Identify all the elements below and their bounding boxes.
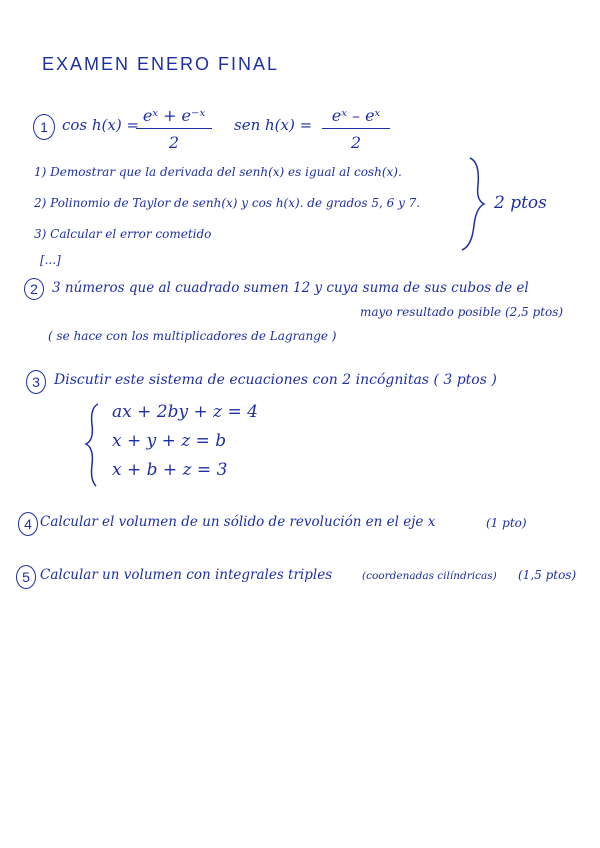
q2-line-2: mayo resultado posible (2,5 ptos): [360, 305, 564, 319]
question-1-number-text: 1: [40, 119, 48, 135]
senh-label: sen h(x) =: [234, 116, 313, 134]
question-4-number: [18, 512, 38, 536]
exam-title: EXAMEN ENERO FINAL: [42, 54, 280, 74]
q4-text: Calcular el volumen de un sólido de revolución en el eje x: [40, 514, 436, 530]
q3-equation-3: x + b + z = 3: [112, 460, 228, 480]
q3-text: Discutir este sistema de ecuaciones con 2 incógnitas ( 3 ptos ): [54, 372, 497, 388]
senh-denominator: 2: [350, 133, 362, 152]
q5-points: (1,5 ptos): [518, 568, 577, 582]
q2-note: ( se hace con los multiplicadores de Lagrange ): [48, 329, 337, 343]
q3-equation-2: x + y + z = b: [112, 431, 227, 451]
cosh-numerator: eˣ + e⁻ˣ: [142, 106, 206, 125]
q1-points: 2 ptos: [494, 193, 547, 213]
q1-item-3: 3) Calcular el error cometido: [34, 227, 212, 241]
q2-line-1: 3 números que al cuadrado sumen 12 y cuya suma de sus cubos de el: [52, 280, 529, 296]
cosh-label: cos h(x) =: [62, 116, 140, 134]
senh-numerator: eˣ – eˣ: [331, 106, 381, 125]
q5-note: (coordenadas cilíndricas): [362, 570, 497, 582]
question-3-number-text: 3: [32, 374, 40, 390]
question-5-number-text: 5: [22, 569, 30, 585]
q5-text: Calcular un volumen con integrales triples: [40, 567, 333, 583]
q3-equation-1: ax + 2by + z = 4: [112, 402, 258, 422]
question-2-number-text: 2: [30, 281, 38, 297]
q4-points: (1 pto): [486, 516, 527, 530]
question-5-number: [16, 565, 36, 589]
q1-item-1: 1) Demostrar que la derivada del senh(x) es igual al cosh(x).: [34, 165, 402, 179]
q1-item-2: 2) Polinomio de Taylor de senh(x) y cos h(x). de grados 5, 6 y 7.: [34, 196, 421, 210]
q1-item-4: [...]: [40, 253, 61, 267]
cosh-denominator: 2: [168, 133, 180, 152]
question-4-number-text: 4: [24, 516, 32, 532]
